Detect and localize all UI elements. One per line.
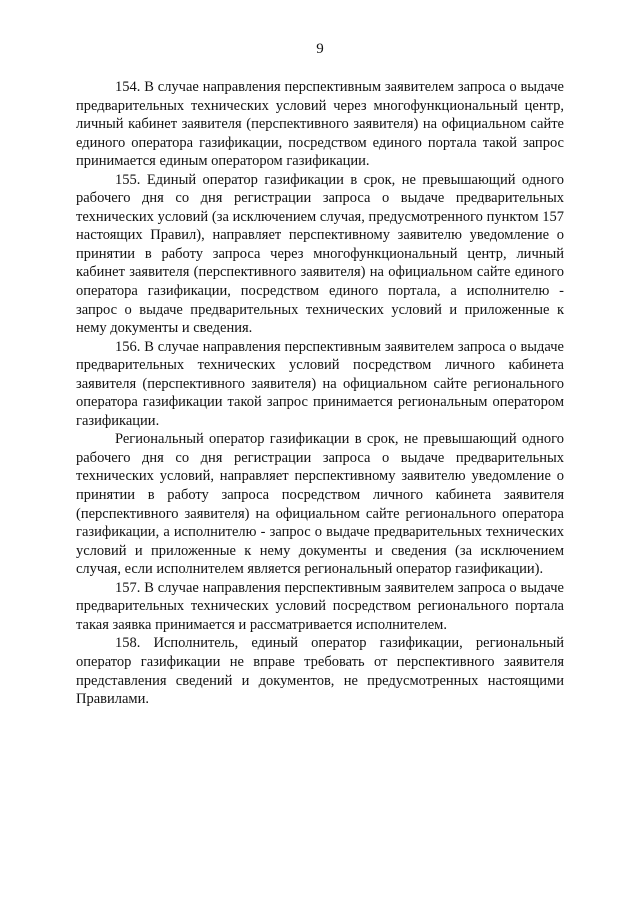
- document-body: [76, 78, 564, 709]
- paragraph-156-continuation: Региональный оператор газификации в срок, не превышающий одного рабочего дня со дня регистрации запроса о выдаче предварительных технических условий, направляет перспективному заявителю уведомление о принятии в работу запроса посредством личного кабинета заявителя (перспективного заявителя) на официальном сайте регионального оператора газификации, а исполнителю - запрос о выдаче предварительных технических условий и приложенные к нему документы и сведения (за исключением случая, если исполнителем является региональный оператор газификации).: [76, 431, 564, 578]
- page-number: 9: [316, 41, 324, 57]
- paragraph-155: 155. Единый оператор газификации в срок, не превышающий одного рабочего дня со дня регистрации запроса о выдаче предварительных технических условий (за исключением случая, предусмотренного пунктом 157 настоящих Правил), направляет перспективному заявителю уведомление о принятии в работу запроса через многофункциональный центр, личный кабинет заявителя (перспективного заявителя) на официальном сайте единого оператора газификации, посредством единого портала, а исполнителю - запрос о выдаче предварительных технических условий и приложенные к нему документы и сведения.: [76, 171, 564, 337]
- paragraph-158: 158. Исполнитель, единый оператор газификации, региональный оператор газификации не вправе требовать от перспективного заявителя представления сведений и документов, не предусмотренных настоящими Правилами.: [76, 635, 564, 708]
- paragraph-154: 154. В случае направления перспективным заявителем запроса о выдаче предварительных технических условий через многофункциональный центр, личный кабинет заявителя (перспективного заявителя) на официальном сайте единого оператора газификации, посредством единого портала такой запрос принимается единым оператором газификации.: [76, 79, 564, 170]
- paragraph-156: 156. В случае направления перспективным заявителем запроса о выдаче предварительных технических условий посредством личного кабинета заявителя (перспективного заявителя) на официальном сайте регионального оператора газификации такой запрос принимается региональным оператором газификации.: [76, 338, 564, 429]
- paragraph-157: 157. В случае направления перспективным заявителем запроса о выдаче предварительных технических условий посредством регионального портала такая заявка принимается и рассматривается исполнителем.: [76, 579, 564, 633]
